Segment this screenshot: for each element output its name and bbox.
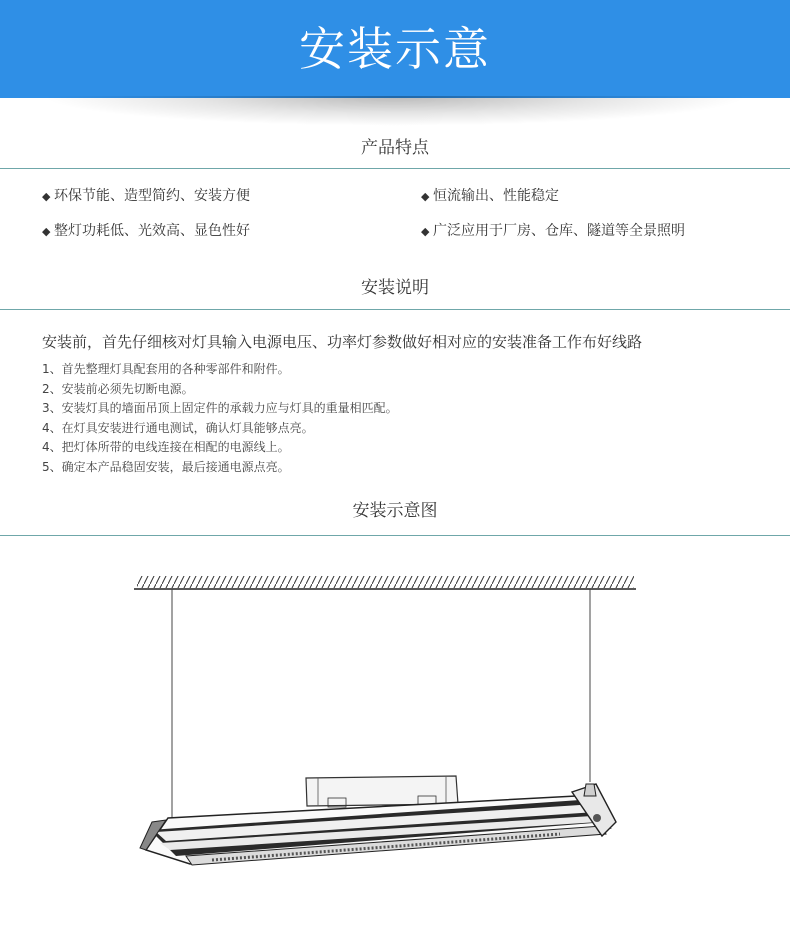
feature-item [42, 220, 250, 240]
feature-item [421, 220, 685, 240]
feature-item [421, 185, 559, 205]
step-item: 1、首先整理灯具配套用的各种零部件和附件。 [42, 362, 290, 376]
banner-title: 安装示意 [299, 22, 491, 76]
step-item: 2、安装前必须先切断电源。 [42, 381, 194, 396]
feature-text: 广泛应用于厂房、仓库、隧道等全景照明 [433, 223, 685, 239]
feature-text: 环保节能、造型简约、安装方便 [54, 188, 250, 204]
diamond-bullet-icon: ◆ [421, 225, 430, 238]
step-item: 4、在灯具安装进行通电测试，确认灯具能够点亮。 [42, 420, 314, 435]
instructions-divider [0, 309, 790, 310]
diamond-bullet-icon: ◆ [42, 225, 51, 238]
step-item: 5、确定本产品稳固安装，最后接通电源点亮。 [42, 459, 290, 474]
feature-item [42, 185, 250, 205]
step-item: 3、安装灯具的墙面吊顶上固定件的承载力应与灯具的重量相匹配。 [42, 401, 398, 415]
diagram-divider [0, 535, 790, 536]
driver-box [306, 776, 458, 807]
instructions-heading: 安装说明 [361, 278, 429, 298]
diamond-bullet-icon: ◆ [421, 190, 430, 203]
features-heading: 产品特点 [361, 138, 429, 158]
feature-text: 整灯功耗低、光效高、显色性好 [54, 223, 250, 239]
features-divider [0, 168, 790, 169]
installation-diagram [0, 560, 790, 936]
diamond-bullet-icon: ◆ [42, 190, 51, 203]
instructions-intro: 安装前，首先仔细核对灯具输入电源电压、功率灯参数做好相对应的安装准备工作布好线路 [42, 333, 643, 351]
ceiling-hatch [134, 576, 636, 589]
instructions-steps [42, 360, 398, 477]
banner-shadow [40, 96, 750, 126]
step-item: 4、把灯体所带的电线连接在相配的电源线上。 [42, 440, 290, 454]
feature-text: 恒流输出、性能稳定 [433, 188, 559, 204]
diagram-heading: 安装示意图 [352, 501, 438, 521]
